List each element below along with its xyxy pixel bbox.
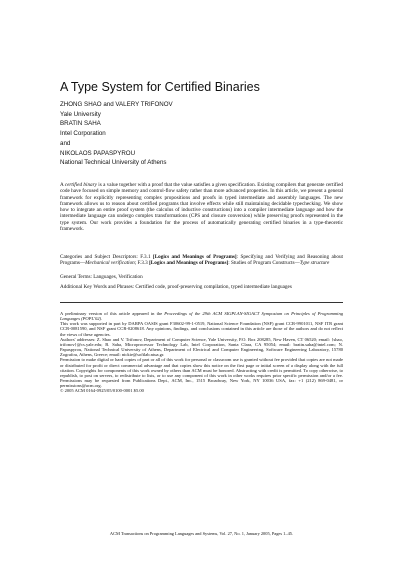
category-2-name: [Logics and Meanings of Programs] (149, 260, 229, 267)
abstract-lead-term: certified binary (64, 182, 97, 188)
abstract (60, 182, 343, 232)
category-1-text: : Specifying and Verifying and Reasoning about Programs— (60, 254, 344, 267)
author-names-3: NIKOLAOS PAPASPYROU (60, 149, 136, 157)
author-names-2: BRATIN SAHA (60, 120, 101, 128)
paper-title: A Type System for Certified Binaries (60, 80, 260, 94)
affiliation-2: Intel Corporation (60, 130, 106, 138)
category-1-subject: Mechanical verification (85, 260, 135, 267)
footnote-divider (60, 302, 343, 303)
journal-footer: ACM Transactions on Programming Languages and Systems, Vol. 27, No. 1, January 2005, Pages 1–45. (109, 531, 294, 536)
permission-notice: Permission to make digital or hard copies of part or all of this work for personal or classroom use is granted without fee provided that copies are not made or distributed for profit or direct commercial advantage and that copies show this notice on the first page or initial screen of a display along with the full citation. Copyrights for components of this work owned by others than ACM must be honored. Abstracting with credit is permitted. To copy otherwise, to republish, to post on servers, to redistribute to lists, or to use any component of this work in other works requires prior specific permission and/or a fee. Permissions may be requested from Publications Dept., ACM, Inc., 1515 Broadway, New York, NY 10036 USA, fax: +1 (212) 869-0481, or permissions@acm.org. (60, 357, 343, 389)
author-conjunction: and (60, 139, 71, 147)
prelim-text: A preliminary version of this article appeared in the (60, 311, 165, 316)
funding-note: This work was supported in part by DARPA OASIS grant F30602-99-1-0519, National Science Foundation (NSF) grant CCR-9901011, NSF ITR grant CCR-0081590, and NSF grant CCR-0208618. Any opinions, findings, and conclusions contained in this article are those of the authors and do not reflect the views of these agencies. (60, 321, 343, 337)
category-2-text: : Studies of Program Constructs— (228, 260, 300, 267)
category-2-code: ; F.3.3 (134, 260, 150, 267)
categories-prefix: Categories and Subject Descriptors: F.3.1 (60, 254, 153, 260)
copyright-line: © 2005 ACM 0164-0925/05/0100-0001 $5.00 (60, 388, 144, 394)
abstract-text: is a value together with a proof that the value satisfies a given specification. Existing compilers that generate certified code have focused on simple memory and control-flow safety rather than more advanced properties. In this article, we present a general framework for explicitly representing complex propositions and proofs in typed intermediate and assembly languages. The new framework allows us to reason about certified programs that involve effects while still maintaining decidable typechecking. We show how to integrate an entire proof system (the calculus of inductive constructions) into a compiler intermediate language and how the intermediate language can undergo complex transformations (CPS and closure conversion) while preserving proofs represented in the type system. Our work provides a foundation for the process of automatically generating certified binaries in a type-theoretic framework. (60, 182, 343, 232)
prelim-venue: Proceedings of the 29th ACM SIGPLAN-SIGACT Symposium on Principles of Programming Languages (POPL'02) (60, 311, 343, 322)
category-2-subject: Type structure (299, 260, 330, 267)
categories-descriptors (60, 254, 343, 267)
category-1-name: [Logics and Meanings of Programs] (152, 254, 237, 260)
preliminary-version-note (60, 311, 343, 321)
author-addresses: Authors' addresses: Z. Shao and V. Trifonov, Department of Computer Science, Yale University, P.O. Box 208285, New Haven, CT 06520; email: {shao, trifonov}@cs.yale.edu; B. Saha, Microprocessor Technology Lab, Intel Corporation, Santa Clara, CA 95054; email: bratin.saha@intel.com; N. Papaspyrou, National Technical University of Athens, Department of Electrical and Computer Engineering, Software Engineering Laboratory, 15780 Zografou, Athens, Greece; email: nickie@softlab.ntua.gr. (60, 336, 343, 358)
first-page-footnotes (60, 311, 343, 394)
general-terms: General Terms: Languages, Verification (60, 274, 143, 280)
author-block (60, 100, 350, 168)
author-names-1: ZHONG SHAO and VALERY TRIFONOV (60, 101, 173, 108)
prelim-end: . (101, 316, 103, 322)
affiliation-1: Yale University (60, 110, 101, 118)
abstract-intro: A (60, 182, 65, 188)
additional-keywords: Additional Key Words and Phrases: Certified code, proof-preserving compilation, typed intermediate languages (60, 284, 292, 290)
affiliation-3: National Technical University of Athens (60, 159, 167, 167)
